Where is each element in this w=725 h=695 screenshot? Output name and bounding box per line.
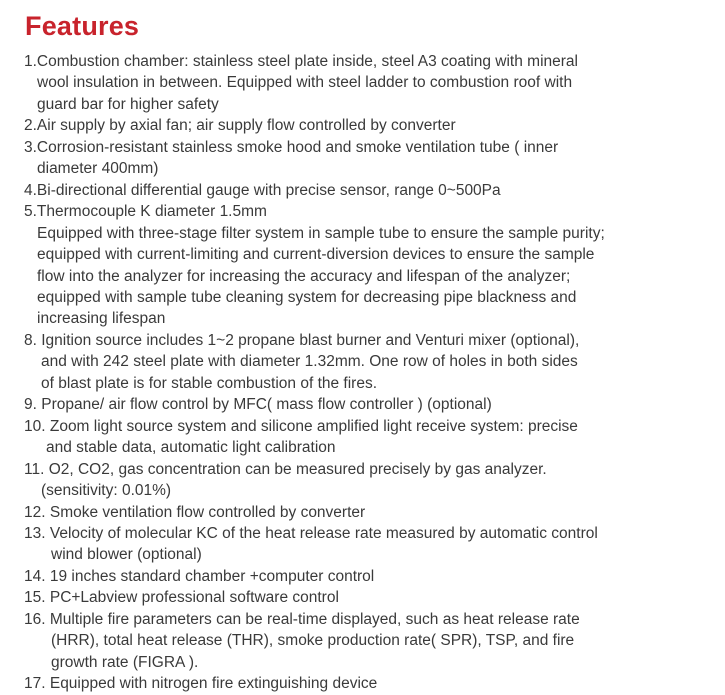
item-line: wool insulation in between. Equipped with steel ladder to combustion roof with bbox=[37, 74, 573, 92]
item-line: wind blower (optional) bbox=[51, 546, 202, 564]
list-item bbox=[24, 523, 720, 566]
item-line: 17. Equipped with nitrogen fire extinguishing device bbox=[24, 675, 378, 693]
item-line: diameter 400mm) bbox=[37, 160, 159, 178]
item-line: 5.Thermocouple K diameter 1.5mm bbox=[24, 203, 267, 221]
list-item bbox=[24, 330, 720, 394]
item-line: 4.Bi-directional differential gauge with precise sensor, range 0~500Pa bbox=[24, 181, 501, 199]
item-line: 9. Propane/ air flow control by MFC( mass flow controller ) (optional) bbox=[24, 396, 492, 414]
list-item bbox=[24, 502, 720, 523]
item-line: 1.Combustion chamber: stainless steel plate inside, steel A3 coating with mineral bbox=[24, 53, 578, 70]
item-line: of blast plate is for stable combustion of the fires. bbox=[41, 374, 378, 392]
list-item bbox=[24, 115, 720, 136]
list-item bbox=[24, 394, 720, 415]
item-line: 13. Velocity of molecular KC of the heat release rate measured by automatic control bbox=[24, 524, 598, 542]
item-line: 15. PC+Labview professional software control bbox=[24, 589, 339, 607]
item-line: 10. Zoom light source system and silicone amplified light receive system: precise bbox=[24, 417, 578, 435]
list-item bbox=[24, 459, 720, 502]
item-line: and with 242 steel plate with diameter 1.32mm. One row of holes in both sides bbox=[41, 353, 578, 371]
list-item bbox=[24, 566, 720, 587]
list-item bbox=[24, 201, 720, 330]
item-line: (HRR), total heat release (THR), smoke production rate( SPR), TSP, and fire bbox=[51, 632, 575, 650]
list-item bbox=[24, 673, 720, 694]
item-line: equipped with sample tube cleaning system for decreasing pipe blackness and bbox=[37, 288, 577, 306]
item-line: 8. Ignition source includes 1~2 propane blast burner and Venturi mixer (optional), bbox=[24, 331, 580, 349]
list-item bbox=[24, 51, 720, 115]
item-line: growth rate (FIGRA ). bbox=[51, 653, 199, 671]
list-item bbox=[24, 180, 720, 201]
item-line: equipped with current-limiting and current-diversion devices to ensure the sample bbox=[37, 246, 595, 264]
list-item bbox=[24, 137, 720, 180]
item-line: 2.Air supply by axial fan; air supply flow controlled by converter bbox=[24, 117, 456, 135]
item-line: 16. Multiple fire parameters can be real-time displayed, such as heat release rate bbox=[24, 610, 580, 628]
item-line: increasing lifespan bbox=[37, 310, 166, 328]
item-line: 12. Smoke ventilation flow controlled by converter bbox=[24, 503, 366, 521]
item-line: flow into the analyzer for increasing the accuracy and lifespan of the analyzer; bbox=[37, 267, 571, 285]
page-title: Features bbox=[25, 11, 140, 41]
item-line: 14. 19 inches standard chamber +computer control bbox=[24, 567, 375, 585]
item-line: (sensitivity: 0.01%) bbox=[41, 482, 172, 500]
item-line: Equipped with three-stage filter system in sample tube to ensure the sample purity; bbox=[37, 224, 605, 242]
item-line: 3.Corrosion-resistant stainless smoke hood and smoke ventilation tube ( inner bbox=[24, 138, 559, 156]
item-line: 11. O2, CO2, gas concentration can be measured precisely by gas analyzer. bbox=[24, 460, 547, 478]
list-item bbox=[24, 609, 720, 673]
item-line: and stable data, automatic light calibration bbox=[46, 439, 336, 457]
list-item bbox=[24, 587, 720, 608]
item-line: guard bar for higher safety bbox=[37, 95, 219, 113]
features-list bbox=[24, 51, 720, 695]
list-item bbox=[24, 416, 720, 459]
